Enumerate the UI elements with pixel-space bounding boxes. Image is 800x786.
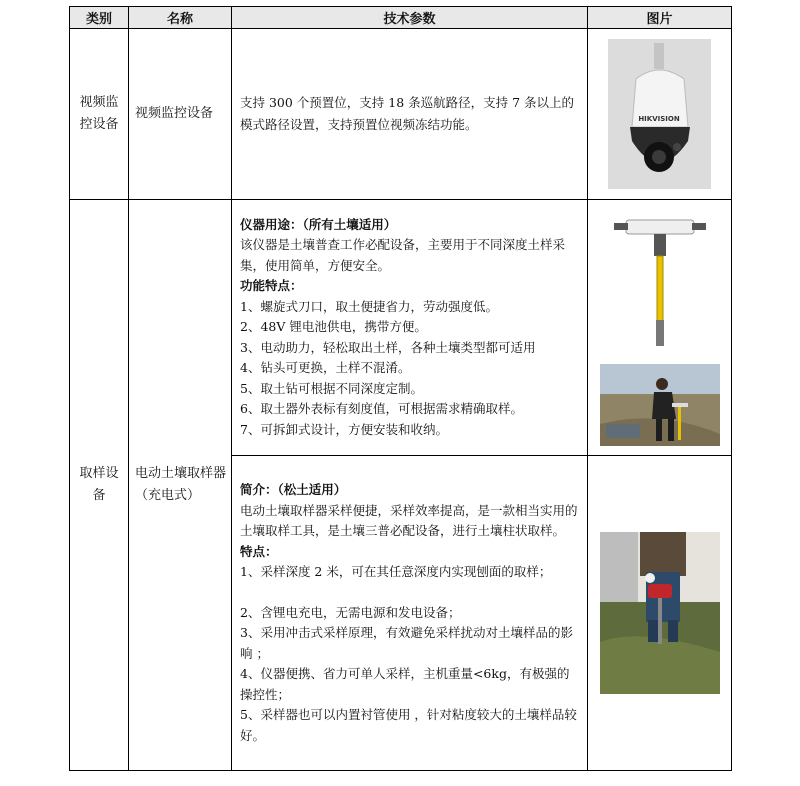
- image-cell: [588, 200, 732, 456]
- row-category: 视频监控设备: [70, 29, 129, 200]
- section-desc: 该仪器是土壤普查工作必配设备，主要用于不同深度土样采集，使用简单，方便安全。: [240, 237, 566, 273]
- header-name: 名称: [129, 7, 232, 29]
- list-item: 5、取土钻可根据不同深度定制。: [240, 380, 423, 396]
- list-item: 1、螺旋式刀口，取土便捷省力，劳动强度低。: [240, 298, 498, 314]
- list-item: 5、采样器也可以内置衬管使用 ，针对粘度较大的土壤样品较好。: [240, 707, 577, 743]
- spec-table: [69, 6, 732, 771]
- field-sampling-photo-1: [600, 364, 720, 446]
- sampler-tool-photo: [610, 210, 710, 350]
- section-heading: 特点：: [240, 543, 278, 559]
- brand-logo: HIKVISION: [638, 115, 680, 123]
- section-heading: 简介：（松土适用）: [240, 482, 347, 497]
- image-cell: [588, 456, 732, 771]
- row-params: 支持 300 个预置位，支持 18 条巡航路径，支持 7 条以上的模式路径设置，支持预置位视频冻结功能。: [232, 29, 588, 200]
- row-name: 视频监控设备: [129, 29, 232, 200]
- table-header-row: [70, 7, 732, 29]
- list-item: 4、仪器便携、省力可单人采样，主机重量<6kg，有极强的操控性；: [240, 666, 570, 702]
- list-item: 7、可拆卸式设计，方便安装和收纳。: [240, 421, 448, 437]
- section-heading: 仪器用途：（所有土壤适用）: [240, 216, 397, 232]
- field-sampling-photo-2: [600, 532, 720, 694]
- spacer: [240, 583, 579, 603]
- row-name: 电动土壤取样器（充电式）: [129, 200, 232, 771]
- dome-camera-photo: [608, 39, 711, 189]
- list-item: 4、钻头可更换，土样不混淆。: [240, 360, 411, 376]
- header-category: 类别: [70, 7, 129, 29]
- header-params: 技术参数: [232, 7, 588, 29]
- table-row: [70, 29, 732, 200]
- list-item: 2、48V 锂电池供电，携带方便。: [240, 319, 427, 335]
- table-row: [70, 200, 732, 456]
- image-cell: [588, 29, 732, 200]
- header-image: 图片: [588, 7, 732, 29]
- list-item: 3、采用冲击式采样原理，有效避免采样扰动对土壤样品的影响 ；: [240, 625, 573, 661]
- list-item: 2、含锂电充电，无需电源和发电设备；: [240, 604, 461, 620]
- row-params: [232, 200, 588, 456]
- section-desc: 电动土壤取样器采样便捷，采样效率提高，是一款相当实用的土壤取样工具，是土壤三普必配设备，进行土壤柱状取样。: [240, 502, 578, 538]
- row-params: [232, 456, 588, 771]
- section-heading: 功能特点：: [240, 278, 303, 294]
- list-item: 1、采样深度 2 米，可在其任意深度内实现刨面的取样；: [240, 564, 552, 579]
- list-item: 3、电动助力，轻松取出土样，各种土壤类型都可适用: [240, 339, 536, 355]
- row-category: 取样设备: [70, 200, 129, 771]
- list-item: 6、取土器外表标有刻度值，可根据需求精确取样。: [240, 401, 523, 417]
